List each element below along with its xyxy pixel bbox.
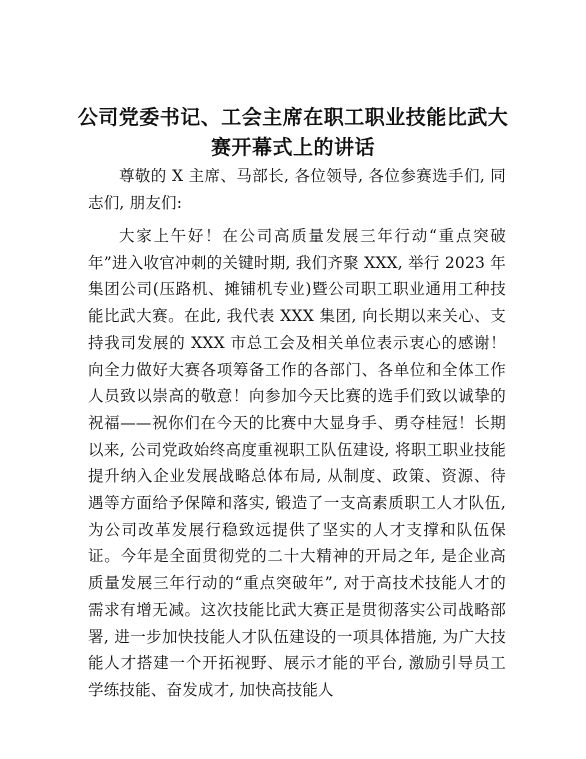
document-title: 公司党委书记、工会主席在职工职业技能比武大赛开幕式上的讲话	[77, 105, 509, 159]
greeting-paragraph: 尊敬的 X 主席、马部长, 各位领导, 各位参赛选手们, 同志们, 朋友们:	[88, 167, 506, 212]
speech-paragraph: 大家上午好！在公司高质量发展三年行动“重点突破年”进入收官冲刺的关键时期, 我们齐聚 XXX, 举行 2023 年集团公司(压路机、摊铺机专业)暨公司职工职业通用工种技能比武大赛。在此, 我代表 XXX 集团, 向长期以来关心、支持我司发展的 XXX 市总工会及相关单位表示衷心的感谢！向全力做好大赛各项筹备工作的各部门、各单位和全体工作人员致以崇高的敬意！向参加今天比赛的选手们致以诚挚的祝福——祝你们在今天的比赛中大显身手、勇夺桂冠！长期以来, 公司党政始终高度重视职工队伍建设, 将职工职业技能提升纳入企业发展战略总体布局, 从制度、政策、资源、待遇等方面给予保障和落实, 锻造了一支高素质职工人才队伍, 为公司改革发展行稳致远提供了坚实的人才支撑和队伍保证。今年是全面贯彻党的二十大精神的开局之年, 是企业高质量发展三年行动的“重点突破年”, 对于高技术技能人才的需求有增无减。这次技能比武大赛正是贯彻落实公司战略部署, 进一步加快技能人才队伍建设的一项具体措施, 为广大技能人才搭建一个开拓视野、展示才能的平台, 激励引导员工学练技能、奋发成才, 加快高技能人	[88, 227, 506, 699]
